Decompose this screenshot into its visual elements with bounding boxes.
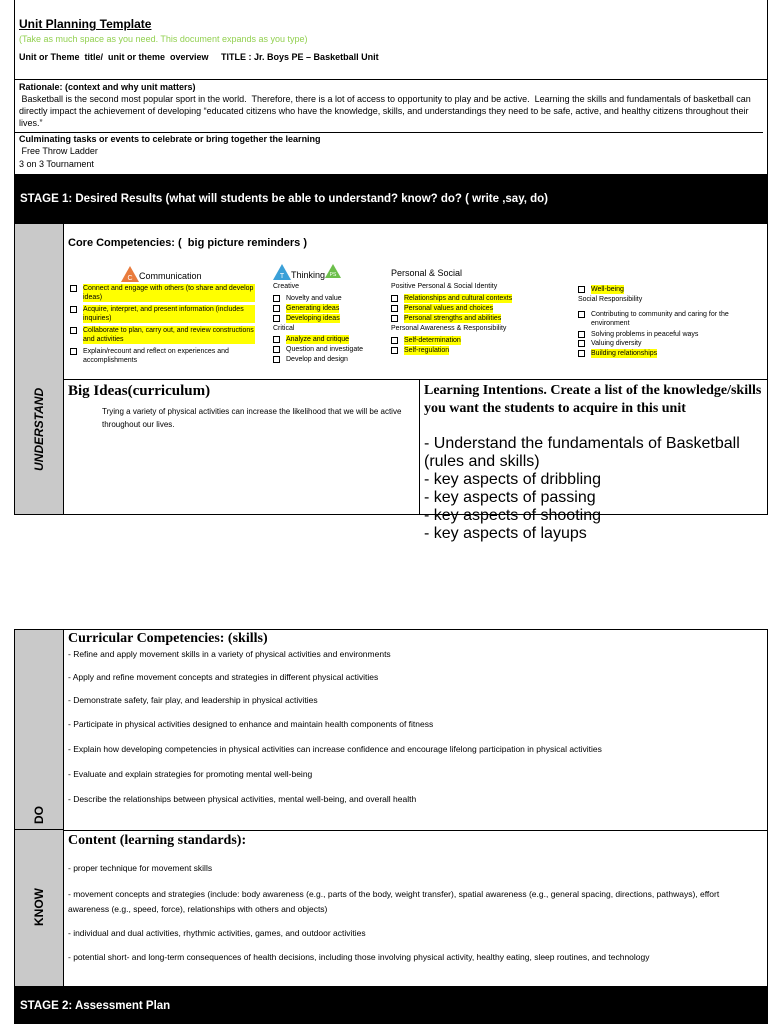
checkbox[interactable]	[273, 346, 280, 353]
do-label: DO	[32, 806, 46, 824]
li-item: - key aspects of shooting	[424, 507, 601, 524]
checkbox[interactable]	[273, 336, 280, 343]
understand-vdivider	[419, 379, 420, 514]
svg-text:T: T	[279, 273, 285, 280]
checkbox[interactable]	[391, 337, 398, 344]
know-label: KNOW	[32, 888, 46, 926]
communication-icon	[121, 266, 139, 282]
critical-item: Analyze and critique	[273, 335, 388, 344]
stage1-title: STAGE 1: Desired Results (what will students be able to understand? know? do? ( write ,say, do)	[20, 193, 549, 205]
curricular-item: - Explain how developing competencies in physical activities can increase confidence and encourage lifelong participation in physical activities	[68, 744, 602, 754]
curricular-item: - Apply and refine movement concepts and strategies in different physical activities	[68, 672, 379, 682]
rationale-label: Rationale: (context and why unit matters)	[19, 82, 196, 92]
content-item: - movement concepts and strategies (include: body awareness (e.g., parts of the body, weight transfer), spatial awareness (e.g., general spacing, directions, pathways), effort awareness (e.g., speed, force), relationships with others and objects)	[68, 889, 720, 914]
checkbox[interactable]	[70, 327, 77, 334]
critical-thinking-icon	[325, 264, 341, 278]
checkbox[interactable]	[273, 305, 280, 312]
communication-group	[70, 266, 260, 365]
svg-text:C: C	[127, 275, 133, 282]
ppsi-item: Personal values and choices	[391, 304, 571, 313]
ppsi-item: Relationships and cultural contexts	[391, 294, 571, 303]
rationale-text: Basketball is the second most popular sport in the world. Therefore, there is a lot of access to opportunity to play and be active. Learning the skills and fundamentals of basketball can directly impact the achievement of developing “educated citizens who have the knowledge, skills, and understandings they need to be safe, active, and healthy citizens throughout their lives.”	[19, 94, 754, 128]
li-item: - Understand the fundamentals of Basketball (rules and skills)	[424, 435, 740, 470]
para-item: Self-regulation	[391, 346, 571, 355]
content-item: - potential short- and long-term consequences of health decisions, including those involving physical activity, healthy eating, sleep routines, and technology	[68, 952, 650, 962]
learning-intentions-title: Learning Intentions. Create a list of the knowledge/skills you want the students to acquire in this unit	[424, 383, 762, 416]
checkbox[interactable]	[273, 315, 280, 322]
checkbox[interactable]	[70, 285, 77, 292]
checkbox[interactable]	[578, 340, 585, 347]
unit-title-line: Unit or Theme title/ unit or theme overview TITLE : Jr. Boys PE – Basketball Unit	[19, 52, 379, 62]
understand-divider	[64, 379, 768, 380]
know-column	[15, 830, 64, 986]
creative-item: Developing ideas	[273, 314, 388, 323]
header-box	[14, 0, 768, 80]
culminating-item: Free Throw Ladder	[19, 146, 98, 156]
checkbox[interactable]	[391, 347, 398, 354]
para-item: Self-determination	[391, 336, 571, 345]
stage1-bar	[14, 175, 768, 223]
checkbox[interactable]	[578, 331, 585, 338]
template-note: (Take as much space as you need. This document expands as you type)	[19, 34, 308, 44]
culminating-item: 3 on 3 Tournament	[19, 159, 94, 169]
ppsi-item: Personal strengths and abilities	[391, 314, 571, 323]
curricular-title: Curricular Competencies: (skills)	[68, 631, 268, 646]
content-title: Content (learning standards):	[68, 833, 247, 848]
checkbox[interactable]	[70, 306, 77, 313]
sr-item: Valuing diversity	[578, 339, 763, 348]
creative-item: Generating ideas	[273, 304, 388, 313]
checkbox[interactable]	[578, 350, 585, 357]
sr-item: Building relationships	[578, 349, 763, 358]
checkbox[interactable]	[578, 311, 585, 318]
curricular-item: - Describe the relationships between physical activities, mental well-being, and overall health	[68, 794, 417, 804]
understand-column	[15, 224, 64, 514]
li-item: - key aspects of layups	[424, 525, 587, 542]
checkbox[interactable]	[273, 295, 280, 302]
stage2-bar	[14, 987, 768, 1024]
critical-label: Critical	[273, 325, 295, 332]
sr-item: Contributing to community and caring for the environment	[578, 310, 763, 328]
wellbeing-item: Well-being	[578, 285, 763, 294]
curricular-item: - Evaluate and explain strategies for promoting mental well-being	[68, 769, 313, 779]
personal-social-title: Personal & Social	[391, 268, 463, 278]
thinking-header	[273, 264, 388, 280]
curricular-item: - Participate in physical activities designed to enhance and maintain health components of fitness	[68, 719, 434, 729]
rationale-box	[14, 79, 768, 175]
culminating-label: Culminating tasks or events to celebrate or bring together the learning	[15, 132, 763, 145]
big-ideas-title: Big Ideas(curriculum)	[68, 383, 211, 399]
understand-label: UNDERSTAND	[32, 387, 46, 471]
content-item: - individual and dual activities, rhythmic activities, games, and outdoor activities	[68, 928, 366, 938]
do-know-divider	[64, 830, 768, 831]
communication-item: Explain/recount and reflect on experiences and accomplishments	[70, 347, 260, 365]
communication-item: Collaborate to plan, carry out, and review constructions and activities	[70, 326, 260, 344]
curricular-item: - Refine and apply movement skills in a variety of physical activities and environments	[68, 649, 391, 659]
content-item: - proper technique for movement skills	[68, 863, 213, 873]
communication-title: Communication	[139, 271, 202, 281]
checkbox[interactable]	[391, 295, 398, 302]
communication-item: Acquire, interpret, and present information (includes inquiries)	[70, 305, 260, 323]
svg-text:PS: PS	[329, 272, 337, 278]
thinking-group	[273, 264, 388, 364]
checkbox[interactable]	[70, 348, 77, 355]
personal-social-group	[391, 268, 571, 355]
thinking-title: Thinking	[291, 270, 326, 280]
do-know-box	[14, 629, 768, 987]
sr-item: Solving problems in peaceful ways	[578, 330, 763, 339]
creative-thinking-icon	[273, 264, 291, 280]
critical-item: Question and investigate	[273, 345, 388, 354]
checkbox[interactable]	[273, 356, 280, 363]
stage2-title: STAGE 2: Assessment Plan	[20, 999, 171, 1012]
do-column	[15, 630, 64, 830]
creative-item: Novelty and value	[273, 294, 388, 303]
curricular-item: - Demonstrate safety, fair play, and leadership in physical activities	[68, 695, 318, 705]
communication-item: Connect and engage with others (to share and develop ideas)	[70, 284, 260, 302]
para-label: Personal Awareness & Responsibility	[391, 325, 507, 332]
learning-intentions-list	[424, 435, 767, 543]
template-title: Unit Planning Template	[19, 17, 152, 31]
ppsi-label: Positive Personal & Social Identity	[391, 283, 498, 290]
communication-header	[121, 266, 260, 282]
big-ideas-text: Trying a variety of physical activities can increase the likelihood that we will be active throughout our lives.	[102, 407, 402, 429]
checkbox[interactable]	[391, 315, 398, 322]
li-item: - key aspects of passing	[424, 489, 596, 506]
checkbox[interactable]	[578, 286, 585, 293]
social-group	[578, 285, 763, 358]
stage1-body	[14, 223, 768, 542]
critical-item: Develop and design	[273, 355, 388, 364]
curricular-list	[68, 648, 758, 818]
li-item: - key aspects of dribbling	[424, 471, 601, 488]
social-responsibility-label: Social Responsibility	[578, 296, 643, 303]
core-heading: Core Competencies: ( big picture reminders )	[68, 237, 307, 249]
creative-label: Creative	[273, 283, 300, 290]
content-list	[68, 862, 758, 963]
checkbox[interactable]	[391, 305, 398, 312]
